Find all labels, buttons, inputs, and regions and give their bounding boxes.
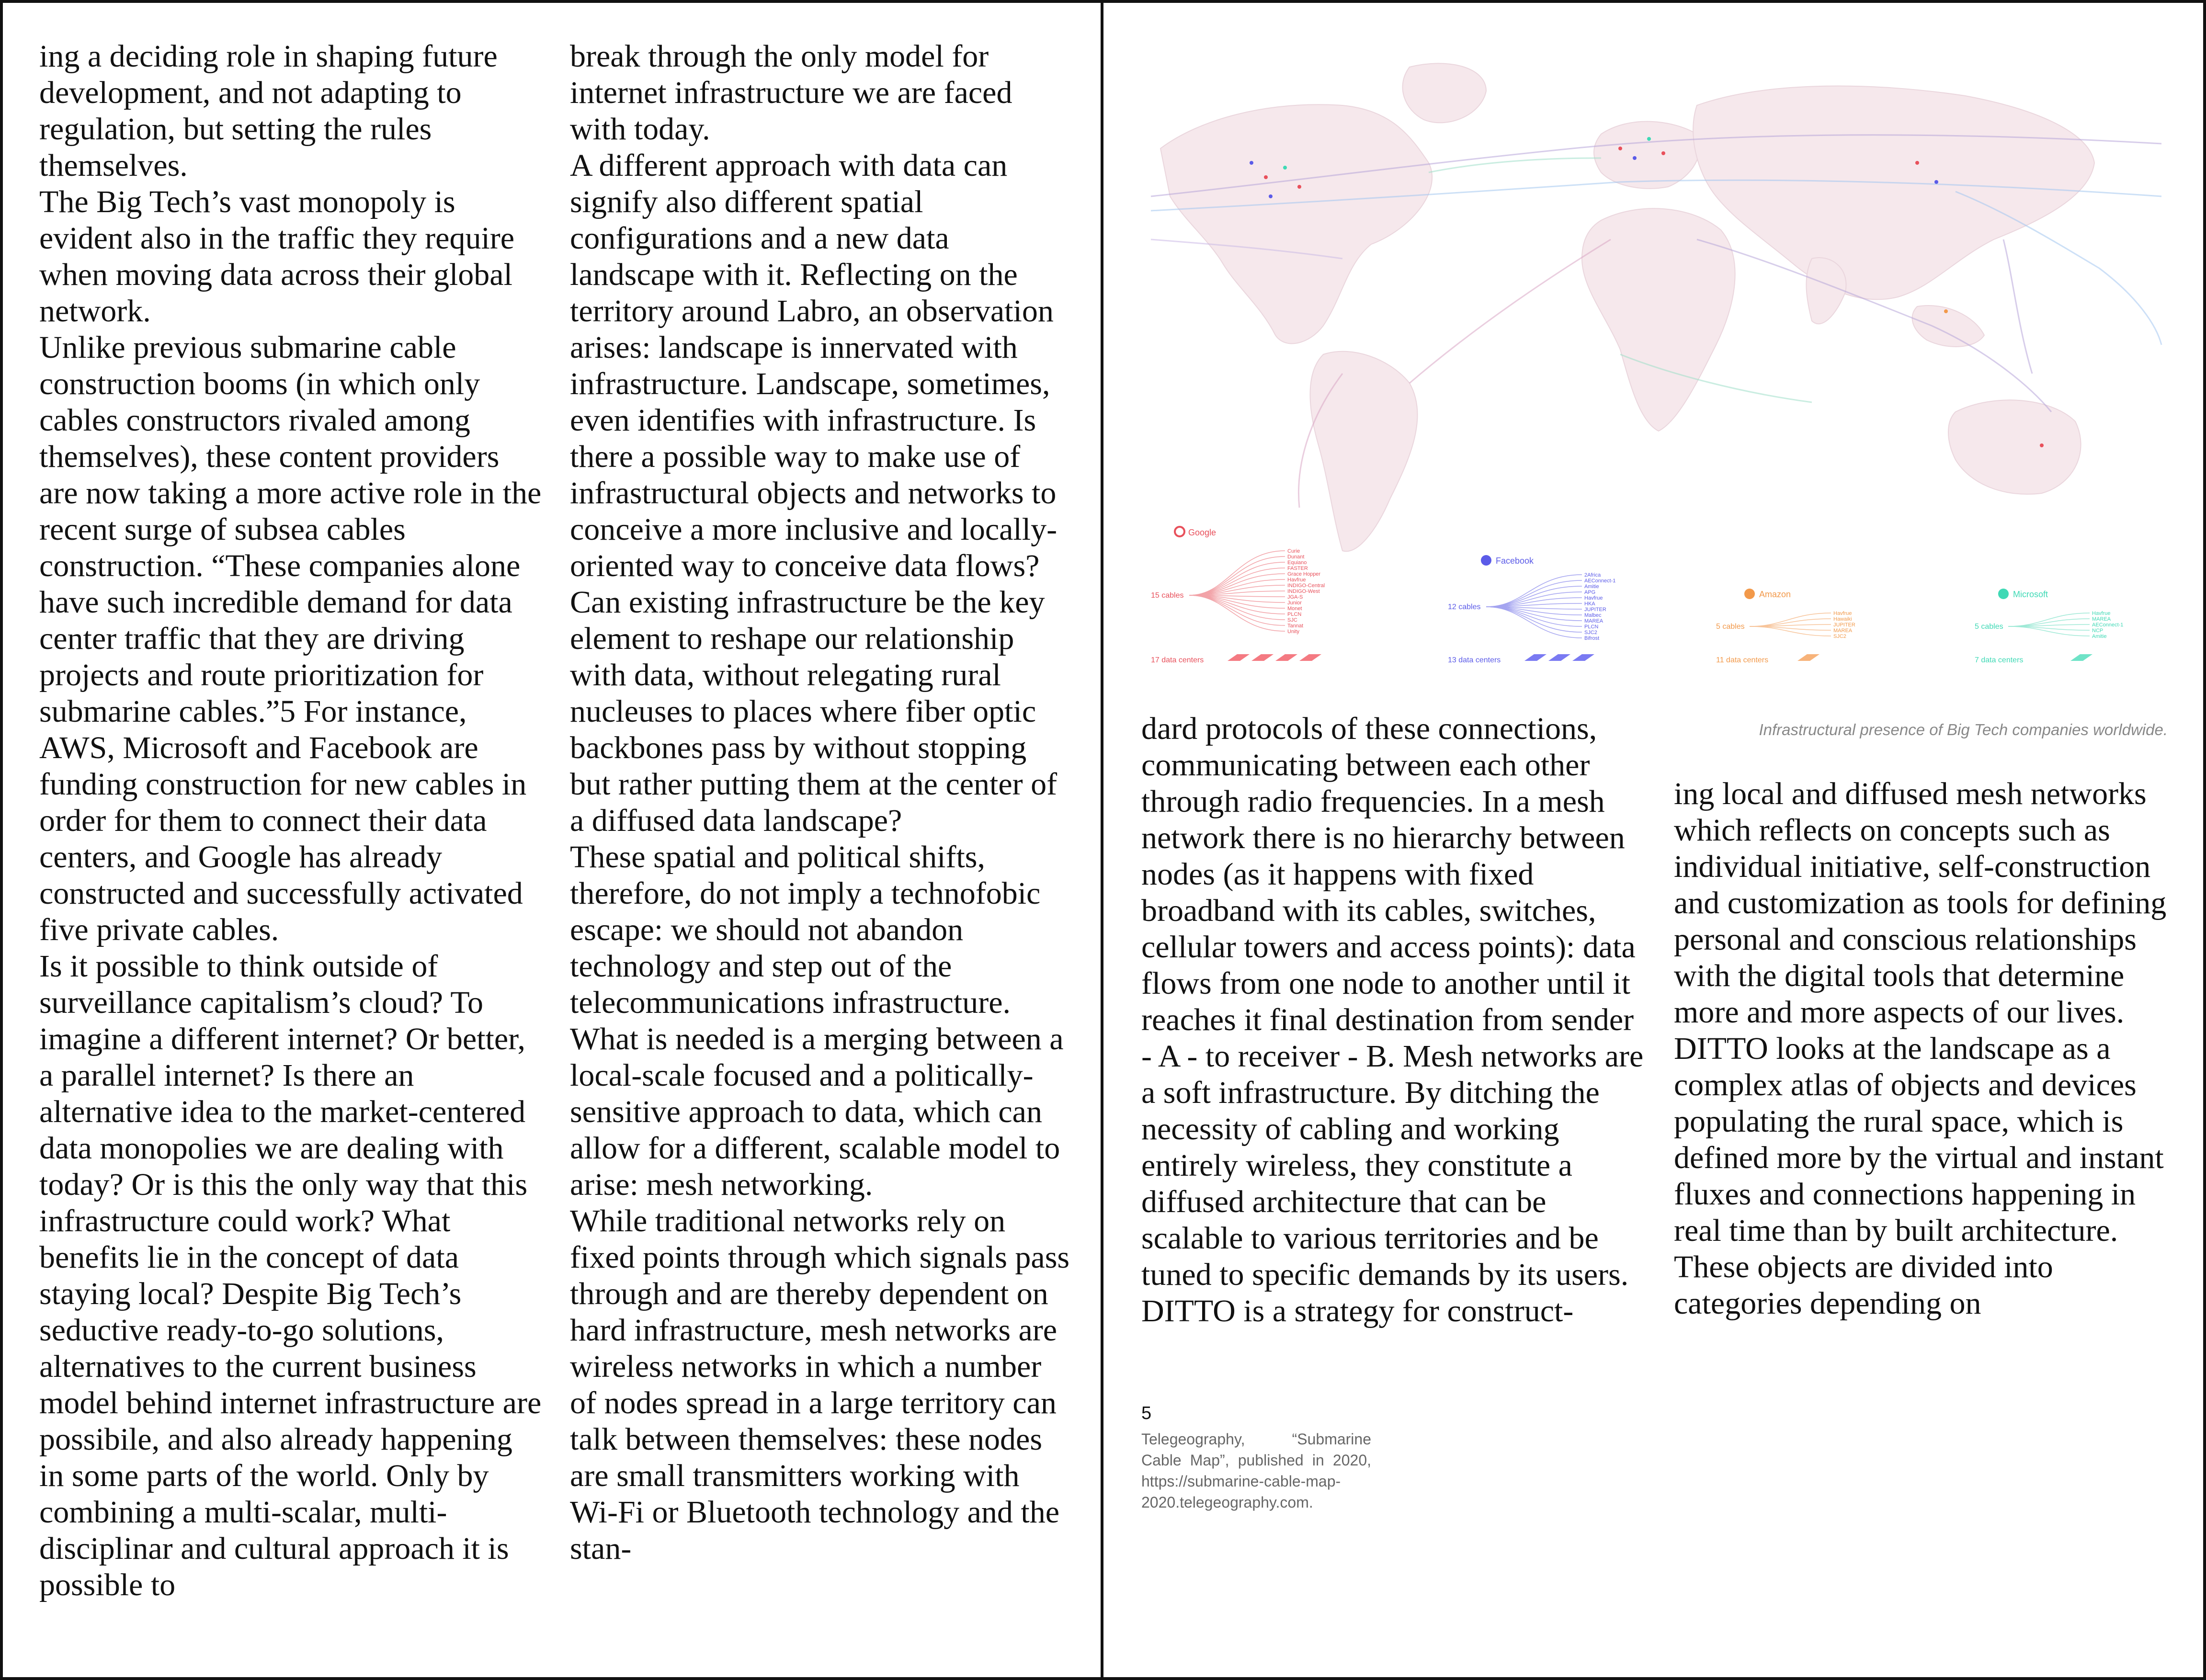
cable-name: Amitie: [1584, 584, 1599, 590]
legend-facebook: [1448, 555, 1615, 664]
data-center-dot: [1250, 161, 1253, 165]
cable-name-list: [1584, 572, 1615, 641]
server-stack-icon: [2070, 654, 2092, 661]
datacenter-icons: [2070, 654, 2092, 661]
southeast-asia-shape: [1912, 306, 1984, 347]
cable-name: PLCN: [1584, 624, 1599, 630]
footnote-text: Telegeography, “Submarine Cable Map”, published in 2020, https://submarine-cable-map-2020.telegeography.com.: [1141, 1430, 1371, 1511]
amazon-logo-icon: [1744, 589, 1755, 599]
microsoft-logo-icon: [1998, 589, 2009, 599]
legend-google: [1151, 527, 1325, 664]
cable-name: MAREA: [2092, 616, 2111, 622]
paragraph: These spatial and political shifts, therefore, do not imply a technofobic escape: we should not abandon technology and step out of the telecommunications infrastructure. What is needed is a merging between a local-scale focused and a politically-sensitive approach to data, which can allow for a different, scalable model to arise: mesh networking.: [570, 840, 1064, 1202]
paragraph: DITTO is a strategy for construct-: [1141, 1294, 1574, 1328]
cable-name-list: [2092, 611, 2123, 639]
south-america-shape: [1310, 352, 1418, 552]
cable-name: Equiano: [1287, 560, 1307, 566]
cable-name: JUPITER: [1833, 622, 1855, 628]
cable-name-list: [1833, 611, 1855, 639]
facebook-logo-icon: [1481, 555, 1491, 566]
server-stack-icon: [1548, 654, 1570, 661]
footnote: [1141, 1403, 1371, 1513]
data-center-dot: [1915, 161, 1919, 165]
footnote-number: 5: [1141, 1403, 1152, 1423]
continents: [1160, 63, 2094, 551]
cable-name: Havfrue: [1584, 595, 1603, 601]
cable-name: NCP: [2092, 628, 2104, 634]
cable-name: FASTER: [1287, 566, 1308, 571]
cable-name: Junior: [1287, 600, 1302, 606]
cable-name: AEConnect-1: [2092, 622, 2124, 628]
cable-name: 2Africa: [1584, 572, 1601, 578]
text-column-2: [570, 38, 1073, 1567]
africa-shape: [1582, 208, 1735, 431]
server-stack-icon: [1228, 654, 1250, 661]
data-center-dot: [1264, 175, 1268, 179]
cable-name: PLCN: [1287, 612, 1302, 617]
page-gutter-divider: [1101, 0, 1103, 1680]
cable-name: Grace Hopper: [1287, 571, 1321, 577]
text-column-4: [1674, 776, 2182, 1322]
legend-company-name: Amazon: [1759, 590, 1791, 599]
legend-cable-count: 5 cables: [1975, 623, 2003, 631]
server-stack-icon: [1797, 654, 1819, 661]
cable-name-list: [1287, 548, 1325, 635]
paragraph: DITTO looks at the landscape as a complex atlas of objects and devices populating the rural space, which is defined more by the virtual and instant fluxes and connections happening in real time than by built architecture. These objects are divided into categories depending on: [1674, 1031, 2164, 1321]
north-america-shape: [1160, 104, 1432, 343]
cable-line: [1429, 158, 1601, 172]
server-stack-icon: [1275, 654, 1297, 661]
legend-datacenter-count: 13 data centers: [1448, 656, 1501, 664]
legend-company-name: Facebook: [1496, 556, 1534, 566]
paragraph: ing local and diffused mesh networks which reflects on concepts such as individual initiative, self-construction and customization as tools for defining personal and conscious relationships with the digital tools that determine more and more aspects of our lives.: [1674, 776, 2167, 1030]
paragraph: dard protocols of these connections, communicating between each other through radio frequencies. In a mesh network there is no hierarchy between nodes (as it happens with fixed broadband with its cables, switches, cellular towers and access points): data flows from one node to another until it reaches it final destination from sender - A - to receiver - B. Mesh networks are a soft infrastructure. By ditching the necessity of cabling and working entirely wireless, they constitute a diffused architecture that can be scalable to various territories and be tuned to specific demands by its users.: [1141, 711, 1644, 1292]
cable-name: AEConnect-1: [1584, 578, 1616, 584]
paragraph: The Big Tech’s vast monopoly is evident also in the traffic they require when moving data across their global network.: [39, 184, 515, 329]
data-center-dot: [1934, 180, 1938, 184]
europe-shape: [1594, 122, 1700, 189]
data-center-dot: [1269, 194, 1273, 198]
figure-caption: Infrastructural presence of Big Tech companies worldwide.: [1759, 721, 2168, 738]
text-column-3: [1141, 711, 1649, 1329]
cable-name: Havfrue: [2092, 611, 2111, 616]
cable-name: MAREA: [1584, 618, 1603, 624]
cable-name: Monet: [1287, 606, 1302, 612]
legend-amazon: [1716, 589, 1855, 664]
datacenter-icons: [1797, 654, 1819, 661]
legend-company-name: Google: [1188, 528, 1217, 537]
paragraph: Unlike previous submarine cable construction booms (in which only cables constructors rivaled among themselves), these content providers are now taking a more active role in the recent surge of subsea cables construction. “These companies alone have such incredible demand for data center traffic that they are driving projects and route prioritization for submarine cables.”5 For instance, AWS, Microsoft and Facebook are funding construction for new cables in order for them to connect their data centers, and Google has already constructed and successfully activated five private cables.: [39, 330, 542, 947]
cable-name: APG: [1584, 590, 1596, 595]
cable-name: Bifrost: [1584, 636, 1600, 641]
world-map-illustration: [1141, 38, 2166, 709]
paragraph: While traditional networks rely on fixed points through which signals pass through and are thereby dependent on hard infrastructure, mesh networks are wireless networks in which a number of nodes spread in a large territory can talk between themselves: these nodes are small transmitters working with Wi-Fi or Bluetooth technology and the stan-: [570, 1203, 1070, 1566]
cable-name: INDIGO-West: [1287, 589, 1320, 594]
world-cable-map-figure: [1141, 38, 2166, 709]
legend-microsoft: [1975, 589, 2123, 664]
cable-name: Malbec: [1584, 613, 1602, 618]
cable-name: Dunant: [1287, 554, 1305, 560]
cable-line: [1410, 239, 1611, 383]
datacenter-icons: [1228, 654, 1321, 661]
cable-fan-lines: [1750, 613, 1831, 636]
data-center-dot: [1283, 166, 1287, 170]
cable-name: Curie: [1287, 548, 1300, 554]
cable-name: Amitie: [2092, 634, 2107, 639]
paragraph: A different approach with data can signify also different spatial configurations and a new data landscape with it. Reflecting on the territory around Labro, an observation arises: landscape is innervated with infrastructure. Landscape, sometimes, even identifies with infrastructure. Is there a possible way to make use of infrastructural objects and networks to conceive a more inclusive and locally-oriented way to conceive data flows? Can existing infrastructure be the key element to reshape our relationship with data, without relegating rural nucleuses to places where fiber optic backbones pass by without stopping but rather putting them at the center of a diffused data landscape?: [570, 148, 1058, 838]
cable-name: HKA: [1584, 601, 1595, 607]
cable-name: Tannat: [1287, 623, 1304, 629]
data-center-dot: [1661, 151, 1665, 155]
legend-datacenter-count: 7 data centers: [1975, 656, 2024, 664]
google-logo-icon: [1175, 527, 1184, 536]
cable-name: SJC2: [1833, 634, 1846, 639]
greenland-shape: [1403, 63, 1486, 123]
legend-company-name: Microsoft: [2013, 590, 2048, 599]
asia-shape: [1693, 86, 2094, 300]
paragraph: ing a deciding role in shaping future development, and not adapting to regulation, but setting the rules themselves.: [39, 39, 498, 183]
cable-name: INDIGO-Central: [1287, 583, 1325, 589]
server-stack-icon: [1299, 654, 1321, 661]
cable-name: SJC2: [1584, 630, 1597, 636]
cable-name: Unity: [1287, 629, 1300, 635]
cable-fan-lines: [2008, 613, 2090, 636]
data-center-dot: [1647, 137, 1651, 141]
cable-fan-lines: [1486, 575, 1582, 638]
data-center-dot: [1297, 185, 1301, 189]
legend-cable-count: 5 cables: [1716, 623, 1745, 631]
datacenter-icons: [1524, 654, 1594, 661]
server-stack-icon: [1251, 654, 1274, 661]
paragraph: break through the only model for internet infrastructure we are faced with today.: [570, 39, 1012, 147]
australia-shape: [1948, 400, 2081, 494]
cable-name: Havfrue: [1287, 577, 1306, 583]
server-stack-icon: [1572, 654, 1594, 661]
paragraph: Is it possible to think outside of surveillance capitalism’s cloud? To imagine a different internet? Or better, a parallel internet? Is there an alternative idea to the market-centered data monopolies we are dealing with today? Or is this the only way that this infrastructure could work? What benefits lie in the concept of data staying local? Despite Big Tech’s seductive ready-to-go solutions, alternatives to the current business model behind internet infrastructure are possibile, and also already happening in some parts of the world. Only by combining a multi-scalar, multi-disciplinar and cultural approach it is possible to: [39, 949, 542, 1602]
data-center-dot: [1618, 147, 1622, 150]
text-column-1: [39, 38, 542, 1603]
legend-cable-count: 12 cables: [1448, 603, 1481, 611]
india-shape: [1806, 258, 1846, 324]
cable-name: JGA-S: [1287, 594, 1303, 600]
data-center-dot: [1944, 309, 1948, 313]
legend-cable-count: 15 cables: [1151, 591, 1184, 600]
cable-name: SJC: [1287, 617, 1297, 623]
cable-name: Havfrue: [1833, 611, 1852, 616]
cable-fan-lines: [1189, 551, 1285, 631]
legend-datacenter-count: 11 data centers: [1716, 656, 1769, 664]
data-center-dot: [2040, 443, 2044, 447]
legend-group: [1151, 527, 2123, 664]
cable-name: MAREA: [1833, 628, 1853, 634]
cable-name: JUPITER: [1584, 607, 1606, 613]
data-center-dot: [1633, 156, 1637, 160]
cable-line: [2003, 239, 2032, 374]
cable-name: Hawaiki: [1833, 616, 1852, 622]
server-stack-icon: [1524, 654, 1546, 661]
legend-datacenter-count: 17 data centers: [1151, 656, 1204, 664]
